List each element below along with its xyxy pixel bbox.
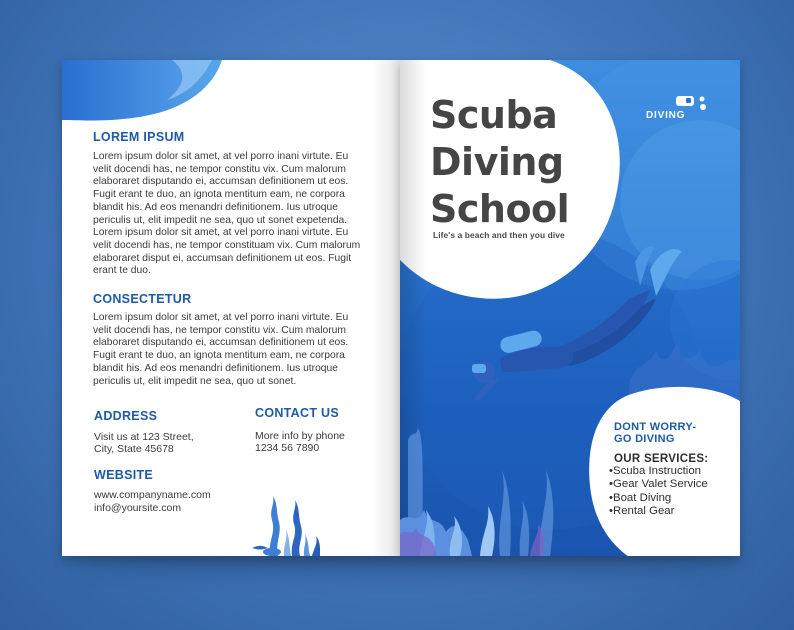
contact-phone: 1234 56 7890 (255, 442, 320, 454)
seaweed-illustration-left (242, 490, 332, 556)
service-item: • Scuba Instruction (609, 465, 708, 478)
services-list (609, 465, 708, 519)
top-wave-decoration (62, 60, 400, 130)
website-heading: WEBSITE (94, 468, 154, 482)
services-title: OUR SERVICES: (614, 453, 709, 465)
logo-text: DIVING (646, 110, 686, 121)
address-heading: ADDRESS (94, 409, 158, 423)
brochure-left-page (62, 60, 400, 556)
callout-line-2: GO DIVING (614, 433, 675, 445)
address-line2: City, State 45678 (94, 443, 174, 455)
contact-heading: CONTACT US (255, 406, 340, 420)
website-url: www.companyname.com (94, 489, 211, 501)
service-item: • Rental Gear (609, 505, 708, 518)
brochure-right-page (400, 60, 740, 556)
dont-worry-callout (614, 421, 724, 445)
section1-heading: LOREM IPSUM (93, 130, 185, 144)
contact-line1: More info by phone (255, 430, 345, 442)
tagline: Life's a beach and then you dive (433, 230, 565, 240)
title-line-2: Diving (430, 140, 564, 184)
section2-body: Lorem ipsum dolor sit amet, at vel porro inani virtute. Eu velit docendi has, ne tempor constitu vix. Cum malorum elaboraret disputando ei, accumsan definitionem ut eos. Fugit erant te duo, an ignota mentitum eam, ne corpora blandit his. Ad eos menandri definitionem. Ius utroque periculis ut, elit impedit ne sea, quo ut sonet. (93, 312, 349, 387)
title-line-1: Scuba (430, 93, 558, 137)
page-fold-shade (372, 60, 400, 556)
title-line-3: School (430, 187, 570, 231)
callout-line-1: DONT WORRY- (614, 421, 697, 433)
section1-body: Lorem ipsum dolor sit amet, at vel porro inani virtute. Eu velit docendi has, ne tempor constitu vix. Cum malorum elaboraret disputando ei, accumsan definitionem ut eos. Fugit erant te duo, an ignota mentitum eam, ne corpora blandit his. Ad eos menandri definitionem. Ius utroque periculis ut, elit impedit ne sea, quo ut sonet expetenda. Lorem ipsum dolor sit amet, at vel porro inani virtute. Eu velit docendi has, ne tempor constituam vix. Cum malorum elaboraret disput ei, accumsan definitionem ut eos. Fugit erant te duo. (93, 151, 361, 277)
brochure-title (430, 92, 569, 233)
address-line1: Visit us at 123 Street, (94, 431, 194, 443)
section2-heading: CONSECTETUR (93, 292, 192, 306)
service-item: • Gear Valet Service (609, 478, 708, 491)
service-item: • Boat Diving (609, 492, 708, 505)
website-email: info@yoursite.com (94, 502, 182, 514)
